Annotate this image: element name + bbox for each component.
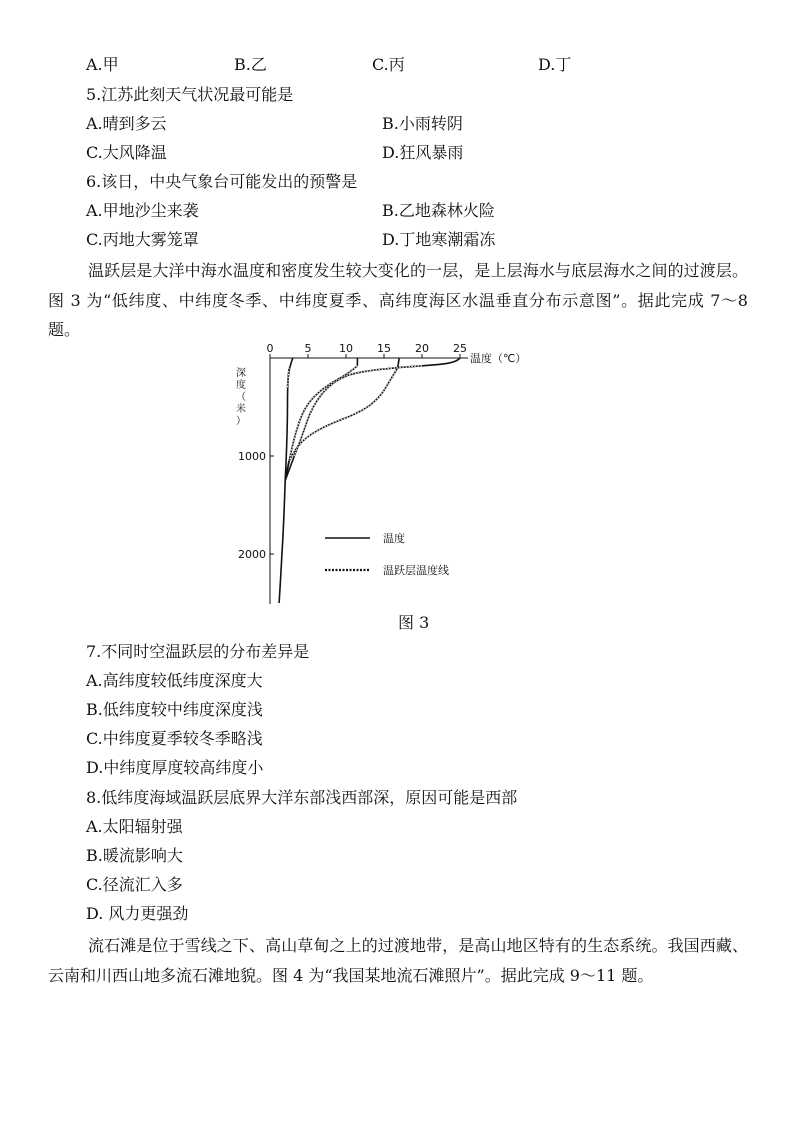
temperature-curve-4	[294, 366, 422, 456]
q6-option-b: B.乙地森林火险	[382, 201, 495, 220]
temperature-curve-4	[422, 358, 460, 366]
temperature-curve-3	[398, 358, 400, 368]
y-axis-label-char: 度	[236, 380, 246, 391]
q7-option-d: D.中纬度厚度较高纬度小	[86, 758, 264, 777]
y-axis-label	[236, 367, 246, 427]
q4-option-b: B.乙	[234, 55, 267, 74]
chart-ticks	[236, 342, 526, 561]
q7-option-c: C.中纬度夏季较冬季略浅	[86, 729, 263, 748]
q4-option-c: C.丙	[372, 55, 405, 74]
q8-option-d: D. 风力更强劲	[86, 904, 189, 923]
temperature-curve-3	[289, 368, 398, 461]
q8-option-a: A.太阳辐射强	[86, 817, 183, 836]
x-tick-label: 15	[377, 342, 391, 355]
q4-option-d: D.丁	[538, 55, 572, 74]
q8-stem: 8.低纬度海域温跃层底界大洋东部浅西部深，原因可能是西部	[86, 788, 518, 807]
temperature-curve-2	[288, 366, 357, 466]
q6-stem: 6.该日，中央气象台可能发出的预警是	[86, 172, 358, 191]
y-tick-label: 2000	[238, 548, 266, 561]
q6-option-a: A.甲地沙尘来袭	[86, 201, 199, 220]
q8-option-c: C.径流汇入多	[86, 875, 183, 894]
q5-option-d: D.狂风暴雨	[382, 143, 464, 162]
y-axis-label-char: ）	[236, 416, 246, 427]
x-axis-label: 温度（℃）	[470, 352, 527, 365]
chart-legend	[325, 531, 449, 577]
figure-3-caption: 图 3	[398, 613, 430, 632]
q5-stem: 5.江苏此刻天气状况最可能是	[86, 85, 294, 104]
intro-paragraph-7-8: 温跃层是大洋中海水温度和密度发生较大变化的一层，是上层海水与底层海水之间的过渡层。图 3 为“低纬度、中纬度冬季、中纬度夏季、高纬度海区水温垂直分布示意图”。据此完成 7～8 题。	[48, 261, 748, 339]
x-tick-label: 20	[415, 342, 429, 355]
figure-3-chart	[228, 342, 538, 607]
x-tick-label: 5	[304, 342, 312, 355]
q4-option-a: A.甲	[86, 55, 119, 74]
y-tick-label: 1000	[238, 450, 266, 463]
q6-option-d: D.丁地寒潮霜冻	[382, 230, 496, 249]
q8-option-b: B.暖流影响大	[86, 846, 183, 865]
y-axis-label-char: 深	[236, 368, 246, 379]
q7-option-a: A.高纬度较低纬度深度大	[86, 671, 263, 690]
x-tick-label: 10	[339, 342, 353, 355]
thermocline-curve-3	[289, 368, 398, 461]
q5-option-c: C.大风降温	[86, 143, 167, 162]
q5-option-b: B.小雨转阴	[382, 114, 463, 133]
q5-option-a: A.晴到多云	[86, 114, 167, 133]
intro-paragraph-9-11: 流石滩是位于雪线之下、高山草甸之上的过渡地带，是高山地区特有的生态系统。我国西藏、云南和川西山地多流石滩地貌。图 4 为“我国某地流石滩照片”。据此完成 9～11 题。	[48, 936, 748, 985]
q6-option-c: C.丙地大雾笼罩	[86, 230, 199, 249]
x-tick-label: 0	[266, 342, 274, 355]
y-axis-label-char: 米	[236, 404, 246, 415]
legend-label-thermocline: 温跃层温度线	[383, 564, 449, 577]
legend-label-temperature: 温度	[383, 532, 405, 545]
temperature-curve-1	[279, 481, 285, 604]
q7-option-b: B.低纬度较中纬度深度浅	[86, 700, 263, 719]
x-tick-label: 25	[453, 342, 467, 355]
thermocline-curve-2	[288, 366, 357, 466]
y-axis-label-char: （	[236, 392, 246, 403]
thermocline-curve-4	[294, 366, 422, 456]
q7-stem: 7.不同时空温跃层的分布差异是	[86, 642, 310, 661]
